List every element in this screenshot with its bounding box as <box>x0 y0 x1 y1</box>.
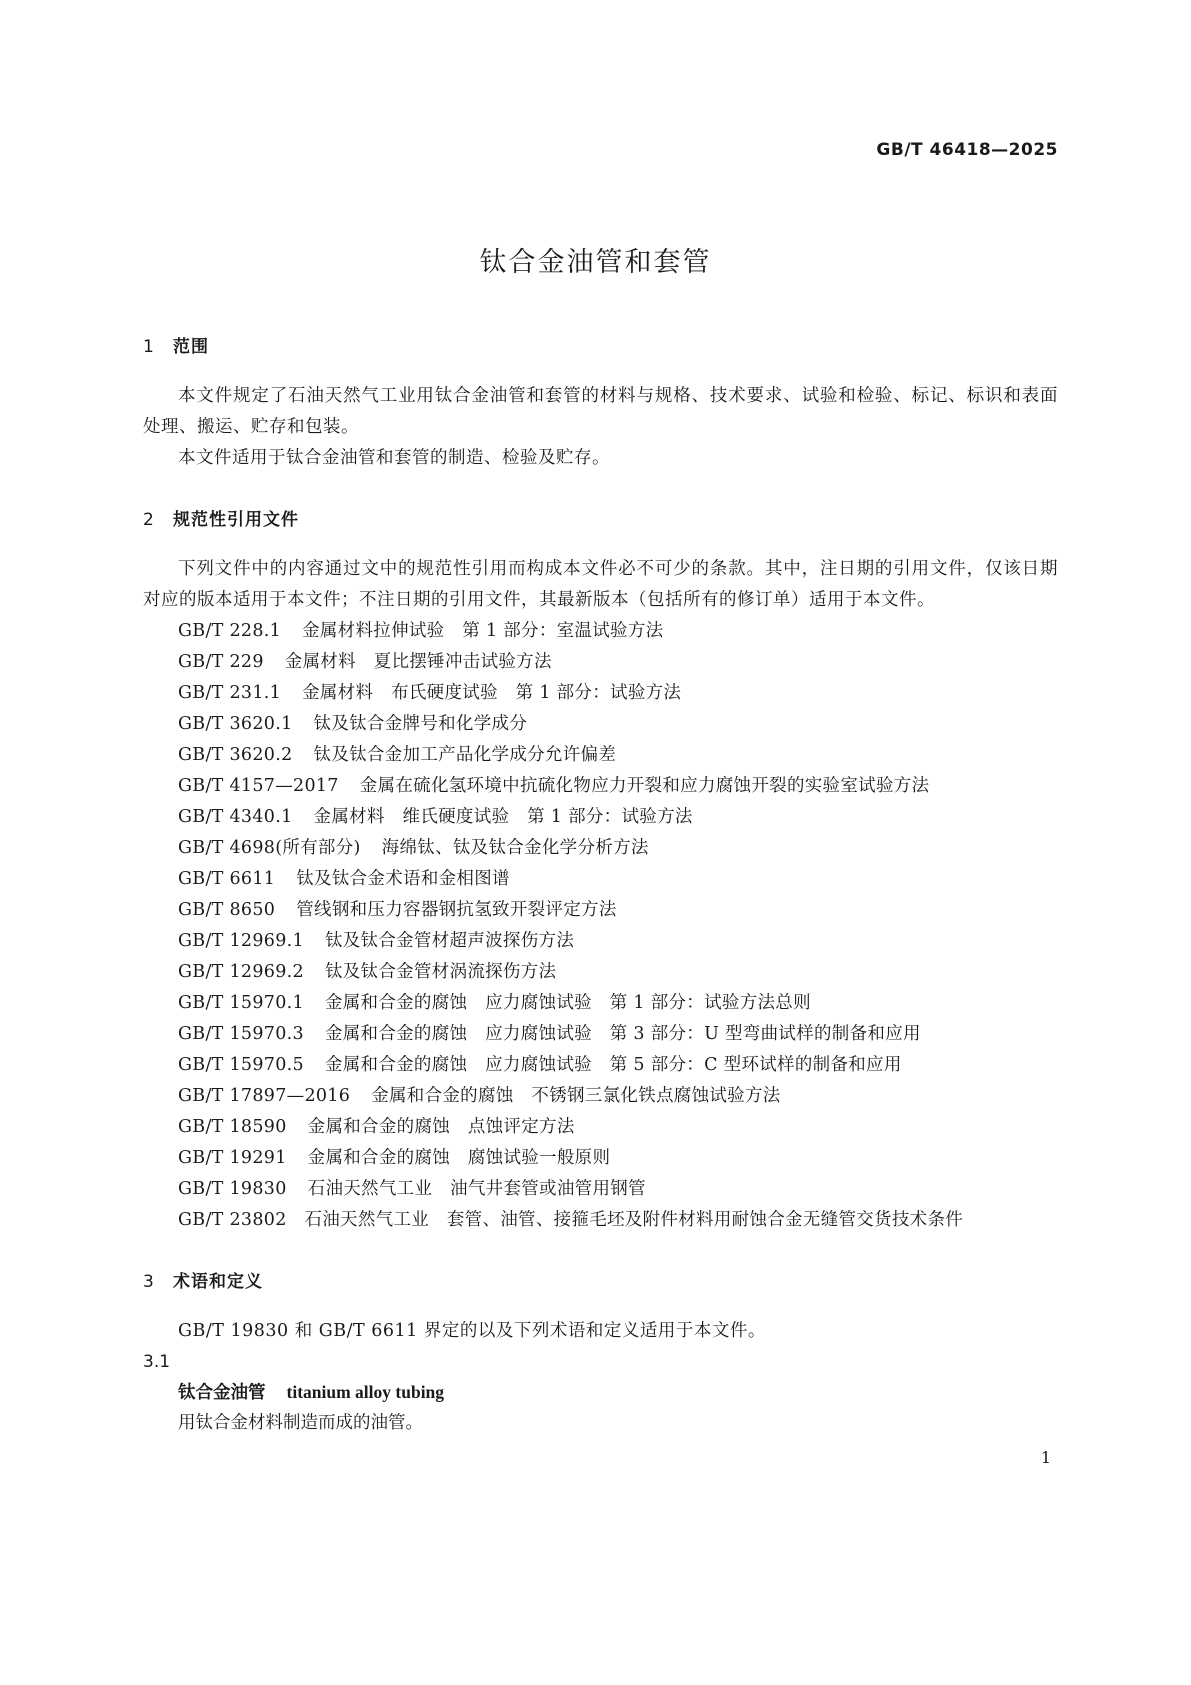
reference-item <box>143 1112 1058 1143</box>
reference-code: GB/T 229 <box>178 652 264 672</box>
section-2-heading <box>143 508 1058 532</box>
reference-code: GB/T 6611 <box>178 869 276 889</box>
section-title: 规范性引用文件 <box>173 510 299 530</box>
reference-item <box>143 709 1058 740</box>
reference-item <box>143 1050 1058 1081</box>
reference-title: 钛及钛合金管材超声波探伤方法 <box>324 931 575 951</box>
reference-code: GB/T 4157—2017 <box>178 776 339 796</box>
document-title: 钛合金油管和套管 <box>479 247 712 278</box>
reference-code: GB/T 3620.2 <box>178 745 293 765</box>
reference-title: 金属和合金的腐蚀 应力腐蚀试验 第 1 部分：试验方法总则 <box>324 993 811 1013</box>
paragraph: 本文件规定了石油天然气工业用钛合金油管和套管的材料与规格、技术要求、试验和检验、标记、标识和表面处理、搬运、贮存和包装。 <box>143 386 1058 437</box>
reference-code: GB/T 15970.5 <box>178 1055 304 1075</box>
reference-title: 金属和合金的腐蚀 应力腐蚀试验 第 3 部分：U 型弯曲试样的制备和应用 <box>324 1024 921 1044</box>
reference-code: GB/T 15970.1 <box>178 993 304 1013</box>
section-title: 范围 <box>173 337 209 357</box>
reference-item <box>143 647 1058 678</box>
reference-code: GB/T 4340.1 <box>178 807 293 827</box>
reference-title: 海绵钛、钛及钛合金化学分析方法 <box>381 838 649 858</box>
reference-item <box>143 1081 1058 1112</box>
reference-title: 钛及钛合金术语和金相图谱 <box>296 869 510 889</box>
reference-title: 钛及钛合金牌号和化学成分 <box>313 714 528 734</box>
reference-title: 石油天然气工业 油气井套管或油管用钢管 <box>307 1179 646 1199</box>
reference-title: 管线钢和压力容器钢抗氢致开裂评定方法 <box>296 900 617 920</box>
reference-title: 金属和合金的腐蚀 点蚀评定方法 <box>307 1117 575 1137</box>
reference-title: 金属材料 夏比摆锤冲击试验方法 <box>284 652 552 672</box>
section-number: 2 <box>143 510 155 530</box>
term-entry <box>143 1377 1058 1408</box>
reference-item <box>143 1019 1058 1050</box>
reference-code: GB/T 12969.1 <box>178 931 304 951</box>
reference-title: 金属材料拉伸试验 第 1 部分：室温试验方法 <box>302 621 664 641</box>
reference-code: GB/T 15970.3 <box>178 1024 304 1044</box>
reference-title: 钛及钛合金管材涡流探伤方法 <box>324 962 557 982</box>
section-number: 1 <box>143 337 155 357</box>
reference-item <box>143 926 1058 957</box>
reference-item <box>143 678 1058 709</box>
term-name-zh: 钛合金油管 <box>178 1383 266 1403</box>
section-number: 3 <box>143 1272 155 1292</box>
term-definition: 用钛合金材料制造而成的油管。 <box>178 1413 423 1433</box>
reference-item <box>143 1143 1058 1174</box>
reference-item <box>143 833 1058 864</box>
reference-title: 金属和合金的腐蚀 应力腐蚀试验 第 5 部分：C 型环试样的制备和应用 <box>324 1055 902 1075</box>
paragraph: 本文件适用于钛合金油管和套管的制造、检验及贮存。 <box>178 448 610 468</box>
reference-item <box>143 1174 1058 1205</box>
paragraph: 下列文件中的内容通过文中的规范性引用而构成本文件必不可少的条款。其中，注日期的引用文件，仅该日期对应的版本适用于本文件；不注日期的引用文件，其最新版本（包括所有的修订单）适用于本文件。 <box>143 559 1058 610</box>
reference-code: GB/T 18590 <box>178 1117 287 1137</box>
reference-code: GB/T 228.1 <box>178 621 282 641</box>
reference-item <box>143 864 1058 895</box>
section-1-heading <box>143 335 1058 359</box>
reference-title: 金属和合金的腐蚀 不锈钢三氯化铁点腐蚀试验方法 <box>371 1086 781 1106</box>
section-3-heading <box>143 1270 1058 1294</box>
reference-item <box>143 988 1058 1019</box>
reference-title: 金属在硫化氢环境中抗硫化物应力开裂和应力腐蚀开裂的实验室试验方法 <box>359 776 930 796</box>
reference-title: 金属材料 布氏硬度试验 第 1 部分：试验方法 <box>302 683 682 703</box>
section-title: 术语和定义 <box>173 1272 263 1292</box>
reference-code: GB/T 8650 <box>178 900 276 920</box>
reference-item <box>143 802 1058 833</box>
reference-code: GB/T 19291 <box>178 1148 287 1168</box>
reference-item <box>143 895 1058 926</box>
reference-item <box>143 616 1058 647</box>
paragraph: GB/T 19830 和 GB/T 6611 界定的以及下列术语和定义适用于本文件。 <box>178 1321 766 1341</box>
reference-code: GB/T 17897—2016 <box>178 1086 351 1106</box>
document-body <box>143 335 1058 1438</box>
term-number: 3.1 <box>143 1352 171 1372</box>
reference-code: GB/T 231.1 <box>178 683 282 703</box>
reference-item <box>143 957 1058 988</box>
reference-item <box>143 740 1058 771</box>
reference-item: GB/T 23802 石油天然气工业 套管、油管、接箍毛坯及附件材料用耐蚀合金无缝管交货技术条件 <box>178 1210 964 1230</box>
reference-code: GB/T 3620.1 <box>178 714 293 734</box>
reference-title: 金属和合金的腐蚀 腐蚀试验一般原则 <box>307 1148 611 1168</box>
reference-title: 金属材料 维氏硬度试验 第 1 部分：试验方法 <box>313 807 693 827</box>
reference-title: 钛及钛合金加工产品化学成分允许偏差 <box>313 745 617 765</box>
reference-code: GB/T 4698(所有部分) <box>178 838 361 858</box>
reference-list <box>143 616 1058 1236</box>
reference-item <box>143 771 1058 802</box>
term-name-en: titanium alloy tubing <box>286 1382 445 1402</box>
page-number: 1 <box>1040 1448 1051 1467</box>
standard-code: GB/T 46418—2025 <box>876 140 1058 160</box>
reference-code: GB/T 12969.2 <box>178 962 304 982</box>
reference-code: GB/T 19830 <box>178 1179 287 1199</box>
